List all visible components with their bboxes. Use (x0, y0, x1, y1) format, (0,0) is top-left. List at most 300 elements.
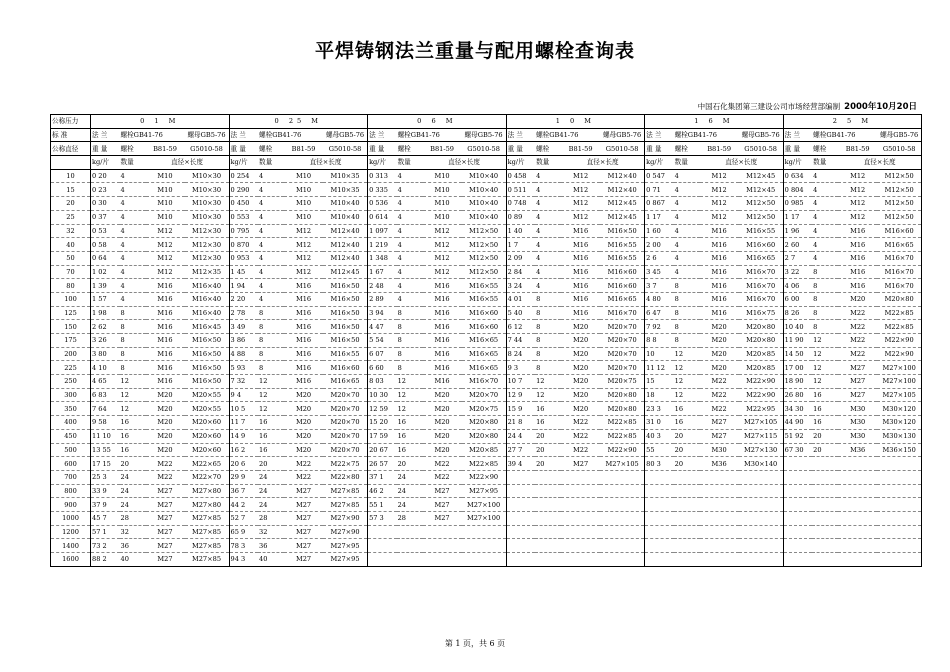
nut-standard-heading: 螺母GB5-76 (739, 128, 784, 142)
flange-weight: 8 24 (506, 347, 535, 361)
flange-weight: 21 8 (506, 416, 535, 430)
bolt-spec: M20×70 (323, 402, 368, 416)
flange-weight: 1 45 (229, 265, 258, 279)
table-row (51, 416, 922, 430)
bolt-count: 40 (120, 553, 146, 567)
flange-weight: 0 870 (229, 238, 258, 252)
table-row (51, 402, 922, 416)
bolt-heading: 螺栓 (674, 142, 700, 156)
bolt-spec: M22×85 (600, 429, 645, 443)
bolt-count: 32 (120, 525, 146, 539)
flange-weight: 36 7 (229, 484, 258, 498)
table-row (51, 265, 922, 279)
flange-weight: 39 4 (506, 457, 535, 471)
flange-weight: 2 62 (91, 320, 120, 334)
bolt-count: 4 (258, 224, 284, 238)
bolt-spec: M20×55 (185, 388, 230, 402)
bolt-count: 4 (397, 292, 423, 306)
bolt-count: 8 (397, 361, 423, 375)
bolt-size: M12 (146, 238, 185, 252)
bolt-spec (739, 525, 784, 539)
bolt-count: 40 (258, 553, 284, 567)
bolt-spec: M27×95 (323, 553, 368, 567)
nut-std-code: G5010-58 (600, 142, 645, 156)
bolt-size: M16 (700, 265, 739, 279)
bolt-count: 8 (812, 292, 838, 306)
bolt-count: 4 (258, 265, 284, 279)
bolt-size: M27 (284, 553, 323, 567)
bolt-size: M12 (700, 197, 739, 211)
bolt-spec: M22×85 (600, 416, 645, 430)
bolt-size: M16 (423, 375, 462, 389)
flange-weight: 15 9 (506, 402, 535, 416)
bolt-spec: M22×95 (739, 402, 784, 416)
bolt-count: 4 (120, 279, 146, 293)
bolt-spec: M16×60 (462, 320, 507, 334)
flange-weight: 5 93 (229, 361, 258, 375)
flange-weight: 3 86 (229, 334, 258, 348)
flange-weight: 6 47 (645, 306, 674, 320)
nut-standard-heading: 螺母GB5-76 (323, 128, 368, 142)
bolt-spec: M16×50 (185, 375, 230, 389)
flange-weight: 3 45 (645, 265, 674, 279)
bolt-size: M20 (561, 320, 600, 334)
bolt-size: M12 (561, 197, 600, 211)
table-row (51, 361, 922, 375)
bolt-size: M16 (700, 279, 739, 293)
bolt-spec (877, 457, 922, 471)
nominal-diameter: 10 (51, 169, 91, 183)
bolt-spec: M22×85 (877, 306, 922, 320)
flange-weight (783, 498, 812, 512)
bolt-spec (877, 525, 922, 539)
bolt-size (700, 539, 739, 553)
flange-weight: 94 3 (229, 553, 258, 567)
bolt-spec (600, 525, 645, 539)
bolt-spec: M16×50 (323, 320, 368, 334)
table-row (51, 525, 922, 539)
bolt-size: M27 (423, 498, 462, 512)
table-row (51, 320, 922, 334)
flange-weight: 0 23 (91, 183, 120, 197)
unit-diameter-length: 直径×长度 (284, 156, 368, 170)
bolt-size: M27 (146, 511, 185, 525)
flange-weight: 9 3 (506, 361, 535, 375)
bolt-count: 4 (397, 210, 423, 224)
flange-weight (506, 498, 535, 512)
table-row (51, 498, 922, 512)
bolt-size: M12 (838, 169, 877, 183)
weight-heading: 重 量 (783, 142, 812, 156)
flange-weight: 0 985 (783, 197, 812, 211)
flange-weight: 1 60 (645, 224, 674, 238)
flange-weight: 0 89 (506, 210, 535, 224)
flange-weight: 57 1 (91, 525, 120, 539)
bolt-spec: M12×50 (877, 197, 922, 211)
bolt-count: 24 (397, 484, 423, 498)
bolt-spec: M12×45 (323, 265, 368, 279)
unit-kg-per-piece: kg/片 (645, 156, 674, 170)
flange-heading: 法 兰 (91, 128, 120, 142)
flange-weight: 2 09 (506, 251, 535, 265)
bolt-count (535, 484, 561, 498)
bolt-count: 20 (397, 457, 423, 471)
bolt-count: 20 (535, 457, 561, 471)
bolt-std-code: B81-59 (561, 142, 600, 156)
bolt-spec: M20×60 (185, 416, 230, 430)
bolt-count: 12 (674, 361, 700, 375)
table-row (51, 553, 922, 567)
bolt-spec: M16×65 (462, 334, 507, 348)
bolt-size: M20 (423, 416, 462, 430)
bolt-count: 8 (674, 334, 700, 348)
bolt-size: M12 (700, 210, 739, 224)
bolt-spec: M20×70 (600, 320, 645, 334)
bolt-count: 12 (397, 388, 423, 402)
bolt-count: 8 (120, 306, 146, 320)
bolt-size: M16 (838, 224, 877, 238)
bolt-spec: M20×70 (600, 334, 645, 348)
flange-weight: 55 1 (368, 498, 397, 512)
bolt-spec: M12×40 (323, 251, 368, 265)
unit-count: 数量 (812, 156, 838, 170)
bolt-count: 4 (535, 251, 561, 265)
bolt-count (674, 470, 700, 484)
table-row (51, 292, 922, 306)
flange-weight: 3 94 (368, 306, 397, 320)
bolt-spec: M16×55 (462, 279, 507, 293)
flange-weight (506, 470, 535, 484)
flange-weight: 88 2 (91, 553, 120, 567)
bolt-spec: M10×35 (323, 169, 368, 183)
unit-kg-per-piece: kg/片 (91, 156, 120, 170)
bolt-spec (877, 553, 922, 567)
bolt-size: M16 (284, 375, 323, 389)
bolt-spec: M16×70 (739, 292, 784, 306)
unit-count: 数量 (397, 156, 423, 170)
bolt-count: 12 (258, 402, 284, 416)
bolt-count: 4 (120, 197, 146, 211)
flange-weight: 0 458 (506, 169, 535, 183)
bolt-size: M20 (146, 388, 185, 402)
bolt-count: 16 (397, 443, 423, 457)
bolt-count: 12 (812, 375, 838, 389)
nominal-diameter: 200 (51, 347, 91, 361)
bolt-count: 4 (397, 183, 423, 197)
bolt-count: 8 (258, 347, 284, 361)
bolt-size: M12 (146, 251, 185, 265)
table-row (51, 375, 922, 389)
bolt-count: 4 (397, 251, 423, 265)
bolt-spec: M20×80 (739, 320, 784, 334)
nominal-diameter: 25 (51, 210, 91, 224)
bolt-count: 4 (812, 197, 838, 211)
flange-weight: 1 17 (645, 210, 674, 224)
bolt-size: M16 (146, 306, 185, 320)
bolt-count: 16 (535, 416, 561, 430)
bolt-count: 24 (258, 484, 284, 498)
flange-weight: 0 867 (645, 197, 674, 211)
nominal-diameter: 1200 (51, 525, 91, 539)
bolt-spec: M22×90 (462, 470, 507, 484)
flange-weight: 2 84 (506, 265, 535, 279)
bolt-spec (600, 511, 645, 525)
bolt-spec: M12×30 (185, 224, 230, 238)
bolt-spec (877, 484, 922, 498)
bolt-spec (462, 539, 507, 553)
bolt-spec: M16×60 (462, 306, 507, 320)
bolt-count: 12 (535, 388, 561, 402)
bolt-count: 4 (397, 169, 423, 183)
bolt-heading: 螺栓 (812, 142, 838, 156)
bolt-size: M10 (423, 169, 462, 183)
bolt-size: M16 (561, 224, 600, 238)
bolt-count: 12 (812, 347, 838, 361)
flange-weight: 10 40 (783, 320, 812, 334)
unit-count: 数量 (258, 156, 284, 170)
bolt-size: M16 (423, 320, 462, 334)
bolt-count: 16 (812, 402, 838, 416)
bolt-size: M27 (146, 539, 185, 553)
bolt-count: 16 (258, 443, 284, 457)
pressure-heading: 2 5 M (783, 115, 922, 129)
nominal-diameter: 1600 (51, 553, 91, 567)
bolt-count: 8 (535, 334, 561, 348)
bolt-spec: M20×80 (462, 429, 507, 443)
flange-weight: 8 03 (368, 375, 397, 389)
flange-weight: 10 30 (368, 388, 397, 402)
nominal-diameter: 15 (51, 183, 91, 197)
bolt-spec: M16×70 (600, 306, 645, 320)
unit-count: 数量 (674, 156, 700, 170)
flange-weight: 7 44 (506, 334, 535, 348)
nut-standard-heading: 螺母GB5-76 (462, 128, 507, 142)
bolt-spec: M27×80 (185, 498, 230, 512)
bolt-spec: M16×45 (185, 320, 230, 334)
bolt-count: 8 (120, 347, 146, 361)
nominal-diameter: 20 (51, 197, 91, 211)
table-row (51, 429, 922, 443)
bolt-size: M10 (146, 210, 185, 224)
bolt-count: 8 (397, 306, 423, 320)
bolt-size: M12 (423, 265, 462, 279)
bolt-spec: M10×30 (185, 169, 230, 183)
bolt-count: 12 (120, 402, 146, 416)
flange-weight: 6 60 (368, 361, 397, 375)
table-row (51, 334, 922, 348)
flange-weight (783, 511, 812, 525)
bolt-size: M16 (146, 361, 185, 375)
flange-weight: 4 80 (645, 292, 674, 306)
bolt-count: 24 (397, 498, 423, 512)
flange-weight: 10 5 (229, 402, 258, 416)
flange-weight: 14 9 (229, 429, 258, 443)
bolt-size: M22 (146, 457, 185, 471)
flange-weight (645, 539, 674, 553)
flange-weight: 14 50 (783, 347, 812, 361)
bolt-spec: M20×85 (739, 347, 784, 361)
bolt-size: M22 (423, 457, 462, 471)
nominal-diameter: 125 (51, 306, 91, 320)
bolt-size: M27 (284, 498, 323, 512)
bolt-size: M10 (423, 183, 462, 197)
bolt-spec: M16×40 (185, 292, 230, 306)
bolt-spec: M10×40 (462, 210, 507, 224)
bolt-count: 12 (812, 361, 838, 375)
nominal-diameter: 400 (51, 416, 91, 430)
flange-heading: 法 兰 (368, 128, 397, 142)
unit-kg-per-piece: kg/片 (506, 156, 535, 170)
bolt-size: M27 (700, 416, 739, 430)
table-row (51, 210, 922, 224)
flange-weight: 2 60 (783, 238, 812, 252)
bolt-size (423, 553, 462, 567)
flange-weight: 34 30 (783, 402, 812, 416)
bolt-size: M20 (423, 388, 462, 402)
bolt-size (561, 470, 600, 484)
bolt-count: 4 (812, 210, 838, 224)
flange-weight: 67 30 (783, 443, 812, 457)
bolt-size: M22 (146, 470, 185, 484)
bolt-size: M12 (561, 183, 600, 197)
bolt-size: M22 (838, 306, 877, 320)
bolt-spec (739, 539, 784, 553)
bolt-spec: M22×85 (877, 320, 922, 334)
bolt-size: M12 (838, 183, 877, 197)
bolt-spec (600, 498, 645, 512)
nut-standard-heading: 螺母GB5-76 (185, 128, 230, 142)
bolt-size: M20 (700, 347, 739, 361)
bolt-standard-heading: 螺栓GB41-76 (258, 128, 323, 142)
bolt-spec: M16×65 (739, 251, 784, 265)
bolt-size: M16 (838, 265, 877, 279)
bolt-size: M36 (838, 443, 877, 457)
flange-heading: 法 兰 (783, 128, 812, 142)
flange-weight: 9 4 (229, 388, 258, 402)
bolt-count (674, 484, 700, 498)
bolt-spec: M16×70 (739, 265, 784, 279)
bolt-spec: M16×70 (462, 375, 507, 389)
bolt-standard-heading: 螺栓GB41-76 (397, 128, 462, 142)
bolt-size: M22 (700, 388, 739, 402)
nominal-diameter: 100 (51, 292, 91, 306)
unit-diameter-length: 直径×长度 (423, 156, 507, 170)
flange-weight: 11 90 (783, 334, 812, 348)
bolt-spec: M16×65 (462, 361, 507, 375)
bolt-spec (739, 498, 784, 512)
bolt-size: M10 (146, 169, 185, 183)
bolt-size: M22 (561, 429, 600, 443)
bolt-size (838, 484, 877, 498)
flange-weight: 0 290 (229, 183, 258, 197)
bolt-spec (600, 553, 645, 567)
flange-weight: 7 64 (91, 402, 120, 416)
table-row (51, 457, 922, 471)
pressure-heading: 0 25 M (229, 115, 368, 129)
bolt-count: 4 (674, 183, 700, 197)
compiler-credit (698, 100, 917, 112)
bolt-count: 16 (812, 416, 838, 430)
diameter-label: 公称直径 (51, 142, 91, 156)
bolt-spec: M16×50 (185, 361, 230, 375)
flange-weight: 1 94 (229, 279, 258, 293)
flange-weight: 17 59 (368, 429, 397, 443)
flange-weight: 2 78 (229, 306, 258, 320)
bolt-size: M16 (284, 320, 323, 334)
bolt-spec (600, 539, 645, 553)
bolt-count: 4 (258, 251, 284, 265)
bolt-size (838, 511, 877, 525)
units-blank (51, 156, 91, 170)
bolt-count: 4 (674, 197, 700, 211)
bolt-count (535, 470, 561, 484)
bolt-spec: M20×70 (323, 443, 368, 457)
flange-weight: 1 67 (368, 265, 397, 279)
table-row (51, 388, 922, 402)
flange-weight: 51 92 (783, 429, 812, 443)
flange-weight: 6 07 (368, 347, 397, 361)
bolt-count: 4 (258, 183, 284, 197)
bolt-size: M22 (561, 443, 600, 457)
bolt-spec (877, 470, 922, 484)
bolt-size: M20 (284, 429, 323, 443)
bolt-spec: M12×50 (877, 169, 922, 183)
bolt-spec: M27×95 (323, 539, 368, 553)
bolt-count (812, 484, 838, 498)
bolt-spec: M12×45 (739, 169, 784, 183)
flange-weight: 16 2 (229, 443, 258, 457)
bolt-spec: M16×65 (462, 347, 507, 361)
bolt-spec: M16×50 (323, 279, 368, 293)
nominal-diameter: 350 (51, 402, 91, 416)
bolt-count: 20 (812, 443, 838, 457)
bolt-spec: M16×55 (600, 251, 645, 265)
bolt-size: M22 (423, 470, 462, 484)
bolt-count: 8 (258, 306, 284, 320)
bolt-size (700, 498, 739, 512)
bolt-count: 4 (535, 265, 561, 279)
flange-weight: 6 12 (506, 320, 535, 334)
bolt-spec: M12×50 (877, 183, 922, 197)
bolt-spec: M27×105 (600, 457, 645, 471)
flange-weight (645, 553, 674, 567)
flange-weight: 4 10 (91, 361, 120, 375)
flange-weight: 5 40 (506, 306, 535, 320)
weight-heading: 重 量 (229, 142, 258, 156)
flange-weight: 0 553 (229, 210, 258, 224)
bolt-count (812, 539, 838, 553)
flange-weight: 0 30 (91, 197, 120, 211)
flange-weight: 12 59 (368, 402, 397, 416)
bolt-count: 4 (535, 224, 561, 238)
bolt-spec: M12×40 (323, 224, 368, 238)
bolt-count: 4 (258, 279, 284, 293)
flange-weight: 1 96 (783, 224, 812, 238)
bolt-size: M16 (284, 279, 323, 293)
bolt-count: 20 (535, 429, 561, 443)
bolt-size (838, 539, 877, 553)
bolt-count: 4 (674, 265, 700, 279)
bolt-size: M12 (561, 210, 600, 224)
flange-weight: 57 3 (368, 511, 397, 525)
flange-weight: 29 9 (229, 470, 258, 484)
table-row (51, 183, 922, 197)
bolt-std-code: B81-59 (284, 142, 323, 156)
bolt-count: 16 (674, 402, 700, 416)
bolt-spec: M16×60 (323, 361, 368, 375)
flange-weight: 26 57 (368, 457, 397, 471)
bolt-count (535, 539, 561, 553)
